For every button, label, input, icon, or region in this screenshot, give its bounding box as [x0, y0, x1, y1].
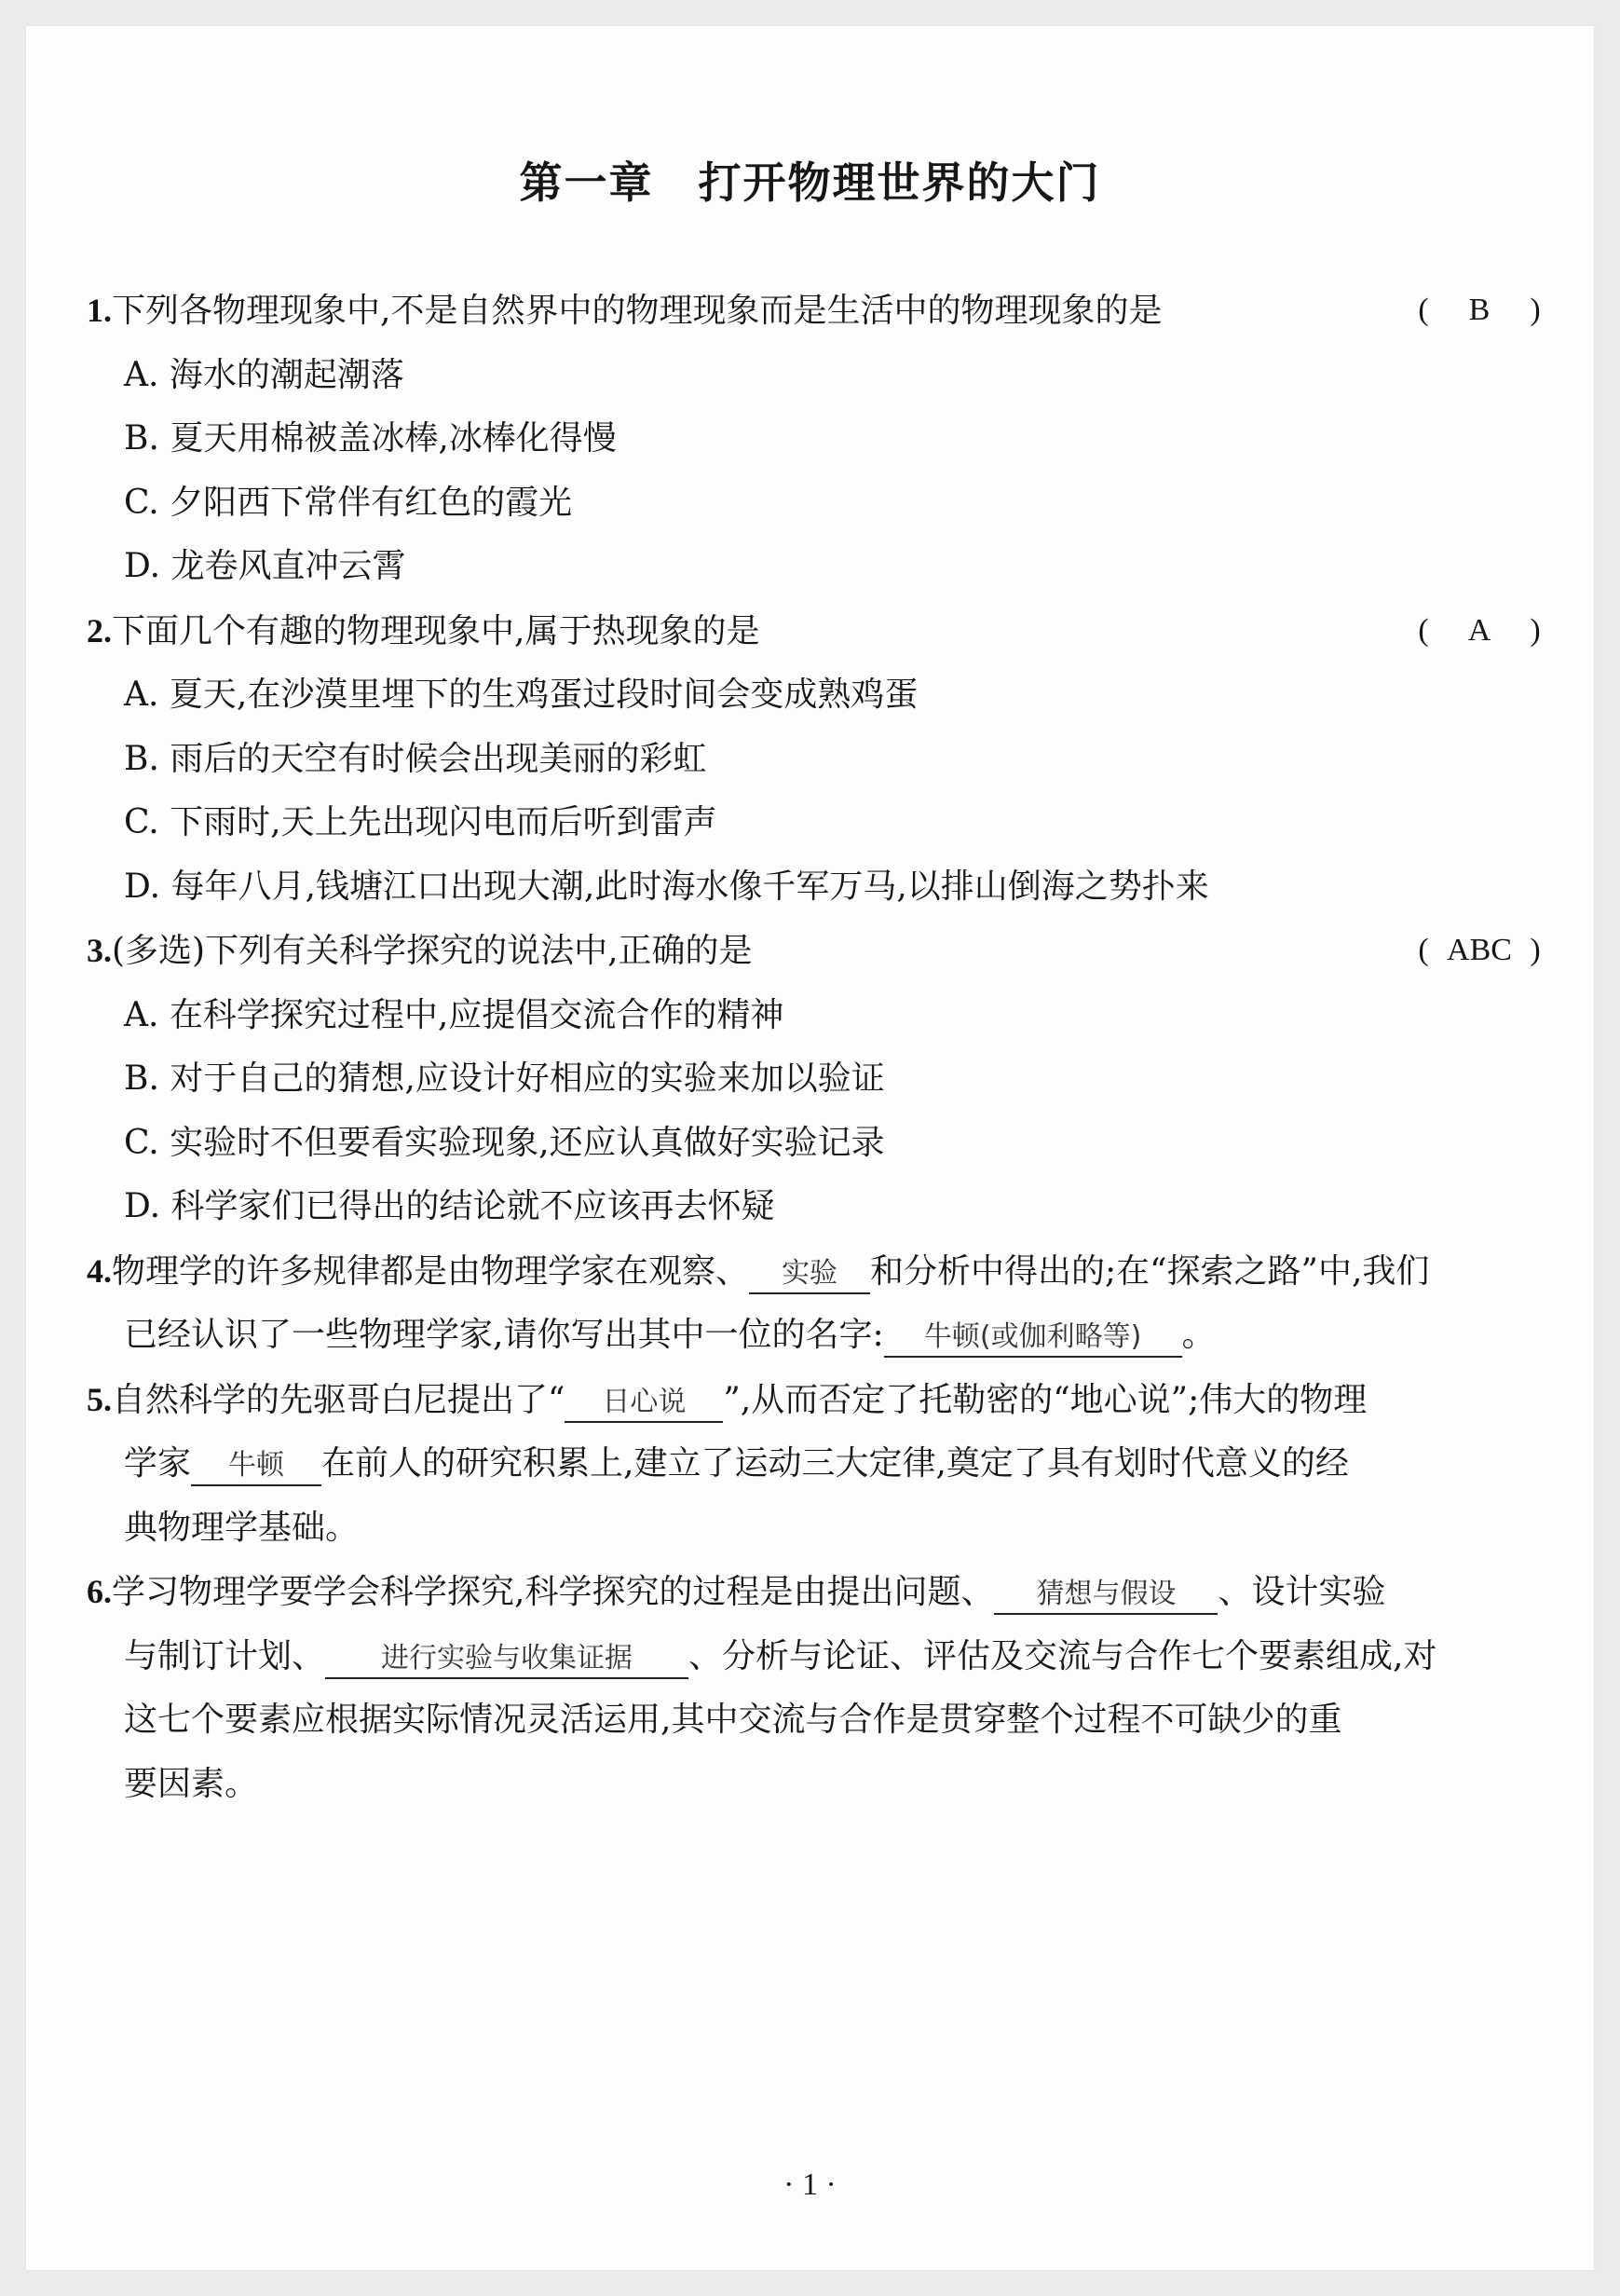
- question-number: 1.: [87, 292, 112, 329]
- workbook-page: [26, 26, 1594, 2270]
- question-text: 学家: [124, 1444, 192, 1483]
- question-2-stem: [87, 599, 1549, 664]
- question-text: (多选)下列有关科学探究的说法中,正确的是: [112, 932, 753, 970]
- fill-blank: 日心说: [565, 1384, 723, 1423]
- fill-blank: 猜想与假设: [994, 1576, 1218, 1615]
- question-number: 6.: [87, 1573, 112, 1610]
- question-text: 自然科学的先驱哥白尼提出了“: [112, 1380, 565, 1419]
- question-5-line-2: [87, 1432, 1549, 1496]
- option: D. 科学家们已得出的结论就不应该再去怀疑: [124, 1187, 775, 1225]
- question-text: 和分析中得出的;在“探索之路”中,我们: [870, 1251, 1430, 1291]
- page-number: · 1 ·: [783, 2167, 837, 2202]
- question-4-line-1: [87, 1239, 1549, 1305]
- question-text: 下面几个有趣的物理现象中,属于热现象的是: [112, 611, 760, 650]
- question-number: 4.: [87, 1251, 112, 1290]
- question-6-line-4: 要因素。: [124, 1764, 259, 1803]
- fill-blank: 进行实验与收集证据: [325, 1640, 688, 1679]
- answer-bracket: ( B ): [1409, 279, 1549, 343]
- option: C. 实验时不但要看实验现象,还应认真做好实验记录: [124, 1123, 885, 1162]
- option: D. 龙卷风直冲云霄: [124, 547, 406, 585]
- question-6-line-3: 这七个要素应根据实际情况灵活运用,其中交流与合作是贯穿整个过程不可缺少的重: [124, 1701, 1342, 1739]
- question-5-line-1: [87, 1368, 1549, 1433]
- question-number: 5.: [87, 1380, 112, 1418]
- question-text: 、分析与论证、评估及交流与合作七个要素组成,对: [688, 1636, 1437, 1675]
- question-5-line-3: 典物理学基础。: [124, 1508, 360, 1547]
- question-4-line-2: [87, 1304, 1549, 1368]
- question-6-line-2: [87, 1625, 1549, 1689]
- question-text: 已经认识了一些物理学家,请你写出其中一位的名字:: [124, 1316, 884, 1354]
- option: A. 海水的潮起潮落: [124, 355, 404, 394]
- fill-blank: 实验: [749, 1255, 870, 1294]
- question-list: [87, 279, 1549, 1816]
- question-text: 下列各物理现象中,不是自然界中的物理现象而是生活中的物理现象的是: [112, 292, 1163, 330]
- option: B. 对于自己的猜想,应设计好相应的实验来加以验证: [124, 1059, 885, 1098]
- answer-value: B: [1468, 293, 1491, 327]
- question-number: 3.: [87, 932, 112, 969]
- question-text: 、设计实验: [1218, 1573, 1386, 1611]
- option: C. 夕阳西下常伴有红色的霞光: [124, 483, 573, 522]
- answer-value: A: [1467, 612, 1491, 648]
- question-text: 物理学的许多规律都是由物理学家在观察、: [112, 1251, 750, 1291]
- question-text: 学习物理学要学会科学探究,科学探究的过程是由提出问题、: [112, 1573, 995, 1611]
- answer-bracket: ( A ): [1409, 599, 1549, 663]
- option: C. 下雨时,天上先出现闪电而后听到雷声: [124, 803, 717, 841]
- fill-blank: 牛顿: [191, 1447, 321, 1486]
- option: B. 夏天用棉被盖冰棒,冰棒化得慢: [124, 419, 617, 458]
- option: D. 每年八月,钱塘江口出现大潮,此时海水像千军万马,以排山倒海之势扑来: [124, 867, 1209, 906]
- fill-blank: 牛顿(或伽利略等): [884, 1319, 1182, 1358]
- question-1-stem: [87, 279, 1549, 344]
- question-text: 与制订计划、: [124, 1636, 326, 1675]
- question-6-line-1: [87, 1560, 1549, 1625]
- option: A. 在科学探究过程中,应提倡交流合作的精神: [124, 995, 784, 1034]
- question-number: 2.: [87, 611, 112, 649]
- chapter-title: 第一章 打开物理世界的大门: [519, 157, 1101, 208]
- question-text: ”,从而否定了托勒密的“地心说”;伟大的物理: [723, 1380, 1368, 1419]
- answer-value: ABC: [1447, 933, 1512, 967]
- answer-bracket: ( ABC ): [1409, 919, 1549, 983]
- option: A. 夏天,在沙漠里埋下的生鸡蛋过段时间会变成熟鸡蛋: [124, 676, 919, 714]
- question-text: 。: [1181, 1316, 1216, 1354]
- question-text: 在前人的研究积累上,建立了运动三大定律,奠定了具有划时代意义的经: [321, 1444, 1349, 1483]
- question-3-stem: [87, 919, 1549, 984]
- option: B. 雨后的天空有时候会出现美丽的彩虹: [124, 739, 707, 778]
